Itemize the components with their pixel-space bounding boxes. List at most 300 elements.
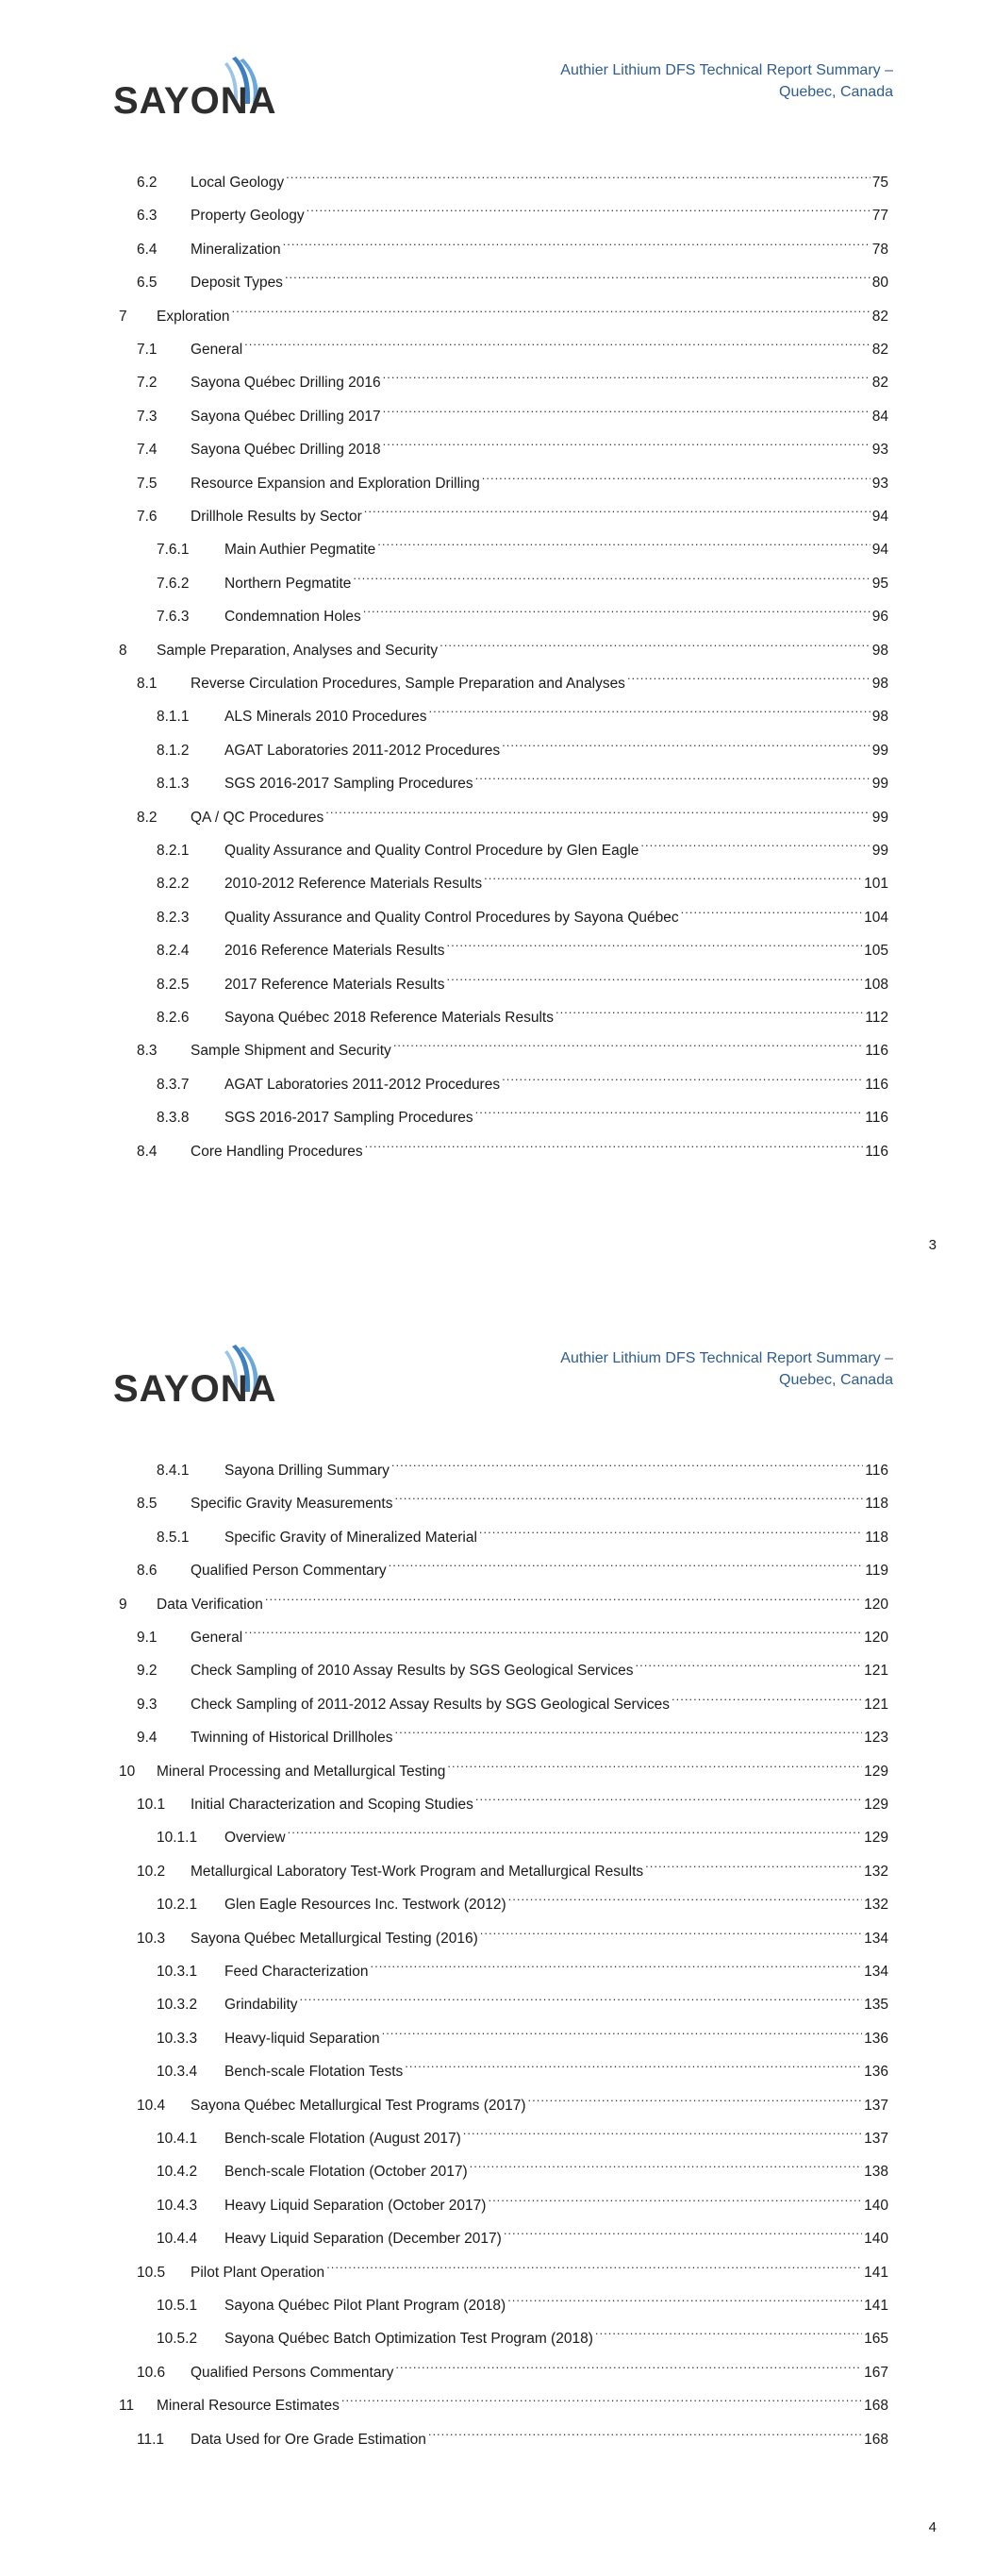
toc-entry[interactable] [157, 934, 888, 960]
toc-entry-title: Feed Characterization [224, 1964, 369, 1980]
toc-entry-page: 134 [864, 1930, 888, 1947]
svg-text:SAYONA: SAYONA [113, 1368, 276, 1409]
toc-dot-leader [395, 1487, 864, 1508]
toc-dot-leader [391, 1454, 863, 1475]
toc-entry-page: 80 [871, 275, 888, 292]
toc-entry-page: 136 [864, 2064, 888, 2081]
toc-entry[interactable] [157, 1821, 888, 1847]
toc-entry-page: 132 [864, 1863, 888, 1880]
toc-entry-page: 141 [864, 2264, 888, 2281]
toc-entry-title: SGS 2016-2017 Sampling Procedures [224, 776, 473, 793]
toc-entry-number: 9.3 [137, 1696, 158, 1713]
toc-entry-page: 108 [864, 976, 888, 993]
toc-entry-title: 2010-2012 Reference Materials Results [224, 876, 483, 893]
toc-entry-title: Sayona Québec Drilling 2016 [191, 375, 381, 392]
toc-entry[interactable] [157, 2322, 888, 2348]
toc-entry-title: Exploration [157, 308, 230, 325]
toc-entry-number: 7.2 [137, 375, 158, 392]
toc-entry-title: Core Handling Procedures [191, 1143, 363, 1160]
svg-text:SAYONA: SAYONA [113, 80, 276, 121]
toc-entry[interactable] [137, 1654, 888, 1680]
toc-entry-title: Sample Shipment and Security [191, 1043, 391, 1060]
toc-entry-page: 82 [871, 308, 888, 325]
toc-entry[interactable] [157, 1068, 888, 1093]
toc-dot-leader [364, 500, 871, 521]
toc-entry-number: 10.4.3 [157, 2197, 198, 2214]
toc-entry[interactable] [157, 600, 888, 626]
toc-dot-leader [325, 801, 870, 822]
toc-entry-page: 93 [871, 475, 888, 492]
toc-entry-page: 135 [864, 1997, 888, 2014]
toc-entry-page: 120 [864, 1630, 888, 1646]
toc-dot-leader [482, 467, 871, 488]
toc-dot-leader [640, 834, 870, 855]
sayona-logo [111, 55, 276, 121]
toc-entry-number: 10.2.1 [157, 1897, 198, 1914]
toc-dot-leader [371, 1955, 863, 1976]
toc-entry-page: 136 [864, 2030, 888, 2047]
toc-entry-number: 8.2.3 [157, 909, 190, 926]
toc-entry[interactable] [157, 2055, 888, 2081]
header-title-line2: Quebec, Canada [779, 1372, 893, 1388]
toc-entry[interactable] [137, 333, 888, 358]
toc-entry-page: 99 [871, 843, 888, 859]
toc-dot-leader [389, 1554, 864, 1575]
toc-entry[interactable] [137, 400, 888, 425]
toc-entry-page: 137 [864, 2097, 888, 2114]
toc-entry-number: 7.6.1 [157, 542, 190, 559]
toc-entry-page: 140 [864, 2197, 888, 2214]
toc-entry-title: General [191, 342, 243, 358]
toc-entry-page: 98 [871, 676, 888, 692]
toc-entry-number: 8.2.4 [157, 943, 190, 960]
toc-entry[interactable] [137, 266, 888, 292]
toc-entry[interactable] [157, 2122, 888, 2147]
toc-entry-number: 9 [119, 1596, 127, 1613]
toc-dot-leader [447, 1755, 862, 1776]
header-title-line1: Authier Lithium DFS Technical Report Summary – [560, 1350, 893, 1366]
toc-entry-number: 10.5.1 [157, 2298, 198, 2314]
toc-dot-leader [428, 2423, 862, 2444]
toc-entry-title: Sayona Québec Batch Optimization Test Program (2018) [224, 2331, 593, 2348]
toc-entry-page: 121 [864, 1696, 888, 1713]
toc-entry-title: Main Authier Pegmatite [224, 542, 376, 559]
toc-entry-number: 10 [119, 1763, 136, 1780]
toc-entry[interactable] [137, 801, 888, 826]
toc-dot-leader [382, 2022, 863, 2043]
toc-entry[interactable] [157, 734, 888, 759]
toc-entry[interactable] [157, 1454, 888, 1479]
toc-entry[interactable] [119, 1755, 888, 1780]
toc-entry-title: Initial Characterization and Scoping Studies [191, 1797, 473, 1813]
toc-dot-leader [446, 934, 862, 955]
toc-entry[interactable] [157, 1888, 888, 1914]
toc-entry[interactable] [157, 700, 888, 726]
toc-entry-number: 10.4.4 [157, 2231, 198, 2248]
toc-entry[interactable] [137, 1688, 888, 1713]
toc-entry-page: 134 [864, 1964, 888, 1980]
toc-entry-title: AGAT Laboratories 2011-2012 Procedures [224, 1076, 501, 1093]
toc-entry[interactable] [137, 166, 888, 191]
toc-entry[interactable] [157, 533, 888, 559]
toc-dot-leader [470, 2155, 863, 2176]
toc-entry[interactable] [119, 634, 888, 659]
toc-entry[interactable] [137, 1554, 888, 1580]
toc-dot-leader [479, 1521, 863, 1542]
toc-entry[interactable] [137, 2356, 888, 2381]
toc-entry[interactable] [157, 767, 888, 793]
toc-entry-title: Sayona Québec 2018 Reference Materials Results [224, 1010, 554, 1026]
toc-dot-leader [377, 533, 870, 554]
header-title-line2: Quebec, Canada [779, 84, 893, 100]
toc-entry[interactable] [137, 199, 888, 225]
toc-dot-leader [265, 1588, 862, 1609]
toc-dot-leader [475, 1788, 862, 1809]
toc-entry-title: Bench-scale Flotation Tests [224, 2064, 404, 2081]
toc-entry[interactable] [157, 1521, 888, 1546]
toc-dot-leader [627, 667, 871, 688]
toc-entry-title: Heavy Liquid Separation (December 2017) [224, 2231, 502, 2248]
toc-entry-number: 10.1 [137, 1797, 166, 1813]
toc-entry-title: 2017 Reference Materials Results [224, 976, 445, 993]
toc-dot-leader [353, 567, 870, 588]
toc-entry[interactable] [137, 1788, 888, 1813]
toc-entry-number: 8.1 [137, 676, 158, 692]
toc-entry-title: Local Geology [191, 175, 285, 191]
toc-entry-title: Heavy-liquid Separation [224, 2030, 380, 2047]
toc-entry[interactable] [157, 1001, 888, 1026]
toc-entry-title: Specific Gravity of Mineralized Material [224, 1529, 477, 1546]
toc-entry-title: Drillhole Results by Sector [191, 509, 362, 525]
toc-dot-leader [488, 2189, 862, 2210]
toc-entry[interactable] [157, 2022, 888, 2047]
toc-entry-title: 2016 Reference Materials Results [224, 943, 445, 960]
toc-entry-number: 6.5 [137, 275, 158, 292]
toc-entry-number: 8.4.1 [157, 1463, 190, 1479]
toc-entry-number: 6.2 [137, 175, 158, 191]
toc-dot-leader [429, 700, 871, 721]
toc-entry[interactable] [157, 901, 888, 926]
toc-dot-leader [528, 2089, 863, 2110]
toc-dot-leader [636, 1654, 863, 1675]
toc-entry-title: Reverse Circulation Procedures, Sample Preparation and Analyses [191, 676, 625, 692]
toc-entry-number: 8.5 [137, 1496, 158, 1513]
toc-entry-page: 82 [871, 375, 888, 392]
toc-entry-number: 7.1 [137, 342, 158, 358]
toc-entry-page: 129 [864, 1763, 888, 1780]
toc-dot-leader [285, 266, 871, 287]
toc-dot-leader [502, 1068, 863, 1089]
toc-entry-number: 6.4 [137, 241, 158, 258]
toc-entry-number: 10.3.2 [157, 1997, 198, 2014]
toc-entry-page: 140 [864, 2231, 888, 2248]
toc-entry-title: QA / QC Procedures [191, 809, 324, 826]
toc-entry-page: 99 [871, 776, 888, 793]
toc-entry-page: 94 [871, 542, 888, 559]
toc-dot-leader [645, 1855, 862, 1876]
toc-entry-number: 10.4.2 [157, 2164, 198, 2181]
toc-entry-page: 120 [864, 1596, 888, 1613]
toc-dot-leader [307, 199, 871, 220]
toc-entry[interactable] [157, 2289, 888, 2314]
toc-entry-page: 129 [864, 1797, 888, 1813]
toc-entry-title: Glen Eagle Resources Inc. Testwork (2012) [224, 1897, 506, 1914]
toc-dot-leader [508, 1888, 862, 1909]
toc-entry-title: Resource Expansion and Exploration Drilling [191, 475, 480, 492]
toc-dot-leader [595, 2322, 862, 2343]
toc-entry-page: 96 [871, 609, 888, 626]
toc-entry[interactable] [157, 867, 888, 893]
toc-entry-number: 8.2 [137, 809, 158, 826]
toc-entry-title: Heavy Liquid Separation (October 2017) [224, 2197, 487, 2214]
toc-entry-number: 7.3 [137, 408, 158, 425]
toc-entry[interactable] [157, 1988, 888, 2014]
toc-entry-page: 93 [871, 442, 888, 459]
toc-entry-page: 98 [871, 642, 888, 659]
toc-entry-title: Mineralization [191, 241, 281, 258]
toc-dot-leader [244, 333, 871, 354]
toc-dot-leader [502, 734, 871, 755]
toc-entry-page: 168 [864, 2431, 888, 2448]
toc-entry-number: 9.2 [137, 1663, 158, 1680]
toc-dot-leader [326, 2256, 862, 2277]
toc-entry[interactable] [137, 1621, 888, 1646]
toc-entry-title: Property Geology [191, 208, 305, 225]
toc-entry-page: 168 [864, 2398, 888, 2415]
toc-entry-number: 7.5 [137, 475, 158, 492]
toc-entry[interactable] [137, 1034, 888, 1060]
toc-dot-leader [504, 2222, 862, 2243]
toc-entry-page: 119 [865, 1563, 888, 1580]
toc-entry-page: 112 [865, 1010, 888, 1026]
toc-entry-title: Sayona Québec Drilling 2017 [191, 408, 381, 425]
toc-dot-leader [507, 2289, 862, 2310]
toc-entry-page: 84 [871, 408, 888, 425]
toc-entry-number: 10.3.3 [157, 2030, 198, 2047]
toc-dot-leader [365, 1135, 864, 1156]
toc-dot-leader [446, 968, 862, 989]
toc-entry-number: 10.5.2 [157, 2331, 198, 2348]
toc-entry-title: Sayona Québec Pilot Plant Program (2018) [224, 2298, 506, 2314]
toc-dot-leader [383, 366, 871, 387]
toc-entry[interactable] [157, 1955, 888, 1980]
toc-entry[interactable] [137, 1855, 888, 1880]
toc-entry[interactable] [137, 233, 888, 258]
toc-entry-number: 8.6 [137, 1563, 158, 1580]
toc-entry-number: 10.3.4 [157, 2064, 198, 2081]
toc-entry-number: 7.6.2 [157, 575, 190, 592]
toc-entry-number: 10.2 [137, 1863, 166, 1880]
toc-entry-title: Pilot Plant Operation [191, 2264, 325, 2281]
toc-entry-title: Sayona Québec Drilling 2018 [191, 442, 381, 459]
toc-entry-number: 7.6 [137, 509, 158, 525]
toc-entry[interactable] [119, 300, 888, 325]
toc-dot-leader [672, 1688, 862, 1709]
toc-entry-number: 8.1.3 [157, 776, 190, 793]
toc-entry-title: Check Sampling of 2010 Assay Results by SGS Geological Services [191, 1663, 634, 1680]
toc-dot-leader [283, 233, 871, 254]
toc-entry[interactable] [137, 1135, 888, 1160]
toc-dot-leader [439, 634, 871, 655]
toc-entry-number: 10.6 [137, 2364, 166, 2381]
toc-entry-page: 78 [871, 241, 888, 258]
toc-entry-title: Sample Preparation, Analyses and Security [157, 642, 439, 659]
toc-dot-leader [484, 867, 862, 888]
toc-entry-title: Sayona Québec Metallurgical Testing (2016) [191, 1930, 478, 1947]
toc-entry-page: 116 [865, 1043, 888, 1060]
header-title-line1: Authier Lithium DFS Technical Report Summary – [560, 62, 893, 78]
toc-dot-leader [383, 400, 871, 421]
toc-entry-number: 8.2.2 [157, 876, 190, 893]
toc-entry-title: Condemnation Holes [224, 609, 361, 626]
toc-entry-page: 98 [871, 709, 888, 726]
toc-entry[interactable] [119, 1588, 888, 1613]
toc-entry-page: 94 [871, 509, 888, 525]
toc-entry-page: 105 [864, 943, 888, 960]
toc-entry-title: Data Used for Ore Grade Estimation [191, 2431, 426, 2448]
toc-entry-number: 11.1 [137, 2431, 165, 2448]
toc-entry-page: 118 [865, 1529, 888, 1546]
toc-entry[interactable] [157, 567, 888, 592]
toc-dot-leader [383, 433, 871, 454]
toc-entry-page: 116 [865, 1143, 888, 1160]
toc-dot-leader [475, 767, 871, 788]
toc-entry-title: Deposit Types [191, 275, 283, 292]
toc-entry-page: 99 [871, 809, 888, 826]
toc-entry-title: General [191, 1630, 243, 1646]
toc-entry-number: 8 [119, 642, 127, 659]
toc-entry-number: 8.3.7 [157, 1076, 190, 1093]
toc-dot-leader [300, 1988, 863, 2009]
toc-entry[interactable] [119, 2389, 888, 2415]
toc-entry-number: 10.5 [137, 2264, 166, 2281]
toc-entry-title: Quality Assurance and Quality Control Procedures by Sayona Québec [224, 909, 679, 926]
toc-entry[interactable] [137, 2089, 888, 2114]
toc-entry[interactable] [137, 2423, 888, 2448]
toc-entry-title: Sayona Drilling Summary [224, 1463, 390, 1479]
toc-entry-page: 141 [864, 2298, 888, 2314]
toc-entry[interactable] [137, 667, 888, 692]
toc-dot-leader [405, 2055, 862, 2076]
toc-entry-number: 10.4.1 [157, 2131, 198, 2147]
toc-entry[interactable] [137, 2256, 888, 2281]
toc-entry-number: 8.1.1 [157, 709, 190, 726]
toc-entry-title: SGS 2016-2017 Sampling Procedures [224, 1110, 473, 1127]
toc-entry-page: 82 [871, 342, 888, 358]
toc-entry[interactable] [137, 1922, 888, 1947]
toc-entry-page: 116 [865, 1110, 888, 1127]
toc-dot-leader [393, 1034, 863, 1055]
toc-entry-page: 138 [864, 2164, 888, 2181]
toc-entry-page: 95 [871, 575, 888, 592]
toc-entry-page: 116 [865, 1463, 888, 1479]
page-number: 4 [928, 2519, 937, 2535]
toc-entry-title: ALS Minerals 2010 Procedures [224, 709, 427, 726]
toc-entry-page: 121 [864, 1663, 888, 1680]
toc-entry-page: 77 [871, 208, 888, 225]
toc-entry-title: Qualified Persons Commentary [191, 2364, 394, 2381]
toc-dot-leader [395, 1721, 863, 1742]
toc-dot-leader [232, 300, 871, 321]
toc-entry[interactable] [137, 1721, 888, 1747]
toc-entry-number: 8.2.1 [157, 843, 190, 859]
toc-entry-number: 7.4 [137, 442, 158, 459]
toc-entry-number: 11 [119, 2398, 135, 2415]
toc-entry-page: 123 [864, 1730, 888, 1747]
toc-entry[interactable] [137, 433, 888, 459]
toc-entry-number: 9.4 [137, 1730, 158, 1747]
toc-dot-leader [244, 1621, 862, 1642]
toc-entry[interactable] [137, 500, 888, 525]
toc-entry-number: 10.1.1 [157, 1830, 198, 1847]
toc-entry-number: 9.1 [137, 1630, 158, 1646]
toc-entry-title: Mineral Resource Estimates [157, 2398, 340, 2415]
report-header-title [497, 1347, 893, 1391]
document-page-4 [0, 1288, 995, 2576]
toc-dot-leader [556, 1001, 863, 1022]
toc-entry-number: 8.2.5 [157, 976, 190, 993]
toc-entry-title: Northern Pegmatite [224, 575, 352, 592]
toc-entry-page: 75 [871, 175, 888, 191]
toc-dot-leader [363, 600, 871, 621]
toc-entry[interactable] [157, 2155, 888, 2181]
toc-dot-leader [288, 1821, 863, 1842]
toc-entry[interactable] [137, 366, 888, 392]
toc-entry[interactable] [157, 968, 888, 993]
toc-entry-number: 8.3 [137, 1043, 158, 1060]
toc-entry-number: 7.6.3 [157, 609, 190, 626]
toc-dot-leader [463, 2122, 862, 2143]
toc-entry-page: 104 [864, 909, 888, 926]
toc-entry-title: Sayona Québec Metallurgical Test Programs (2017) [191, 2097, 526, 2114]
toc-entry-title: AGAT Laboratories 2011-2012 Procedures [224, 742, 501, 759]
toc-entry-page: 101 [864, 876, 888, 893]
toc-entry-number: 6.3 [137, 208, 158, 225]
toc-entry-page: 167 [864, 2364, 888, 2381]
toc-entry[interactable] [137, 1487, 888, 1513]
toc-entry-page: 137 [864, 2131, 888, 2147]
toc-entry-page: 165 [864, 2331, 888, 2348]
toc-entry-title: Qualified Person Commentary [191, 1563, 387, 1580]
toc-entry-title: Bench-scale Flotation (October 2017) [224, 2164, 468, 2181]
toc-entry-number: 8.4 [137, 1143, 158, 1160]
toc-entry[interactable] [157, 2222, 888, 2248]
sayona-logo [111, 1343, 276, 1409]
toc-entry-number: 8.2.6 [157, 1010, 190, 1026]
toc-entry-number: 10.4 [137, 2097, 166, 2114]
toc-entry-page: 118 [865, 1496, 888, 1513]
report-header-title [497, 59, 893, 103]
toc-entry-title: Overview [224, 1830, 286, 1847]
toc-entry-page: 99 [871, 742, 888, 759]
toc-entry-title: Mineral Processing and Metallurgical Testing [157, 1763, 446, 1780]
toc-entry-number: 8.3.8 [157, 1110, 190, 1127]
toc-dot-leader [395, 2356, 862, 2377]
toc-entry-number: 8.5.1 [157, 1529, 190, 1546]
toc-entry[interactable] [137, 467, 888, 492]
toc-entry[interactable] [157, 2189, 888, 2214]
toc-entry-page: 132 [864, 1897, 888, 1914]
toc-dot-leader [475, 1101, 864, 1122]
toc-entry-page: 116 [865, 1076, 888, 1093]
toc-entry[interactable] [157, 1101, 888, 1127]
page-number: 3 [928, 1237, 937, 1253]
toc-entry-title: Check Sampling of 2011-2012 Assay Results by SGS Geological Services [191, 1696, 671, 1713]
toc-entry-number: 7 [119, 308, 127, 325]
toc-entry-title: Data Verification [157, 1596, 263, 1613]
toc-entry-title: Quality Assurance and Quality Control Procedure by Glen Eagle [224, 843, 639, 859]
toc-entry[interactable] [157, 834, 888, 859]
